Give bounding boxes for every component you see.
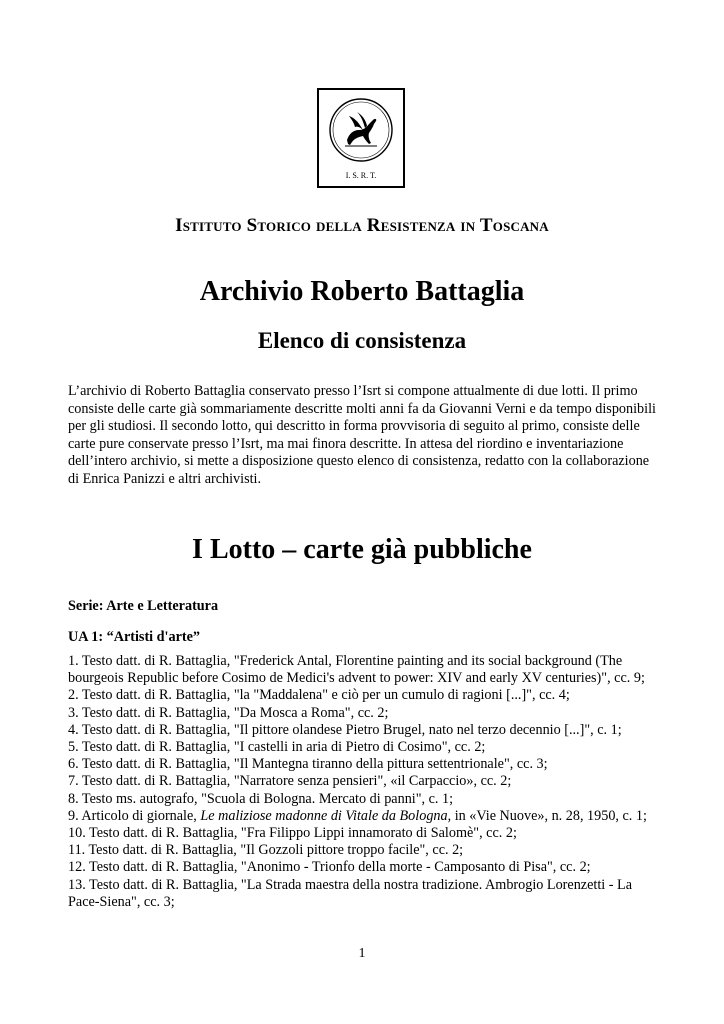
item-text: 9. Articolo di giornale,: [68, 807, 201, 824]
list-item: 13. Testo datt. di R. Battaglia, "La Strada maestra della nostra tradizione. Ambrogio Lorenzetti - La Pace-Siena", cc. 3;: [68, 876, 632, 910]
list-item: 4. Testo datt. di R. Battaglia, "Il pittore olandese Pietro Brugel, nato nel terzo decennio [...]", c. 1;: [68, 721, 622, 738]
isrt-logo: [317, 88, 405, 188]
page-title: Archivio Roberto Battaglia: [199, 276, 525, 307]
list-item: 1. Testo datt. di R. Battaglia, "Frederick Antal, Florentine painting and its social background (The bourgeois Republic before Cosimo de Medici's advent to power: XIV and early XV centuries)", cc. 9;: [68, 653, 645, 687]
series-label: Serie: Arte e Letteratura: [68, 598, 219, 614]
svg-text:I. S. R. T.: I. S. R. T.: [345, 171, 377, 180]
page-subtitle: Elenco di consistenza: [257, 328, 467, 353]
list-item: 6. Testo datt. di R. Battaglia, "Il Mantegna tiranno della pittura settentrionale", cc. 3;: [68, 756, 548, 773]
intro-paragraph: L’archivio di Roberto Battaglia conservato presso l’Isrt si compone attualmente di due lotti. Il primo consiste delle carte già sommariamente descritte molti anni fa da Giovanni Verni e da tempo disponibili per gli studiosi. Il secondo lotto, qui descritto in forma provvisoria di seguito al primo, consiste delle carte pure conservate presso l’Isrt, ma mai finora descritte. In attesa del riordino e inventariazione dell’intero archivio, si mette a disposizione questo elenco di consistenza, redatto con la collaborazione di Enrica Panizzi e altri archivisti.: [68, 383, 656, 487]
list-item: [68, 808, 658, 825]
article-title: Le maliziose madonne di Vitale da Bologna: [200, 807, 448, 824]
list-item: 5. Testo datt. di R. Battaglia, "I castelli in aria di Pietro di Cosimo", cc. 2;: [68, 739, 486, 756]
institute-name: Istituto Storico della Resistenza in Toscana: [175, 215, 549, 236]
list-item: 10. Testo datt. di R. Battaglia, "Fra Filippo Lippi innamorato di Salomè", cc. 2;: [68, 825, 517, 842]
section-heading: I Lotto – carte già pubbliche: [192, 534, 532, 565]
list-item: 3. Testo datt. di R. Battaglia, "Da Mosca a Roma", cc. 2;: [68, 704, 389, 721]
list-item: 8. Testo ms. autografo, "Scuola di Bologna. Mercato di panni", c. 1;: [68, 790, 454, 807]
list-item: 2. Testo datt. di R. Battaglia, "la "Maddalena" e ciò per un cumulo di ragioni [...]", cc. 4;: [68, 687, 570, 704]
pegasus-seal-icon: [319, 90, 403, 186]
list-item: 12. Testo datt. di R. Battaglia, "Anonimo - Trionfo della morte - Camposanto di Pisa", cc. 2;: [68, 859, 591, 876]
list-item: 11. Testo datt. di R. Battaglia, "Il Gozzoli pittore troppo facile", cc. 2;: [68, 842, 464, 859]
ua-heading: UA 1: “Artisti d'arte”: [68, 629, 200, 645]
page-number: 1: [358, 946, 366, 961]
item-list: [68, 653, 658, 911]
list-item: 7. Testo datt. di R. Battaglia, "Narratore senza pensieri", «il Carpaccio», cc. 2;: [68, 773, 512, 790]
item-text: , in «Vie Nuove», n. 28, 1950, c. 1;: [447, 807, 647, 824]
